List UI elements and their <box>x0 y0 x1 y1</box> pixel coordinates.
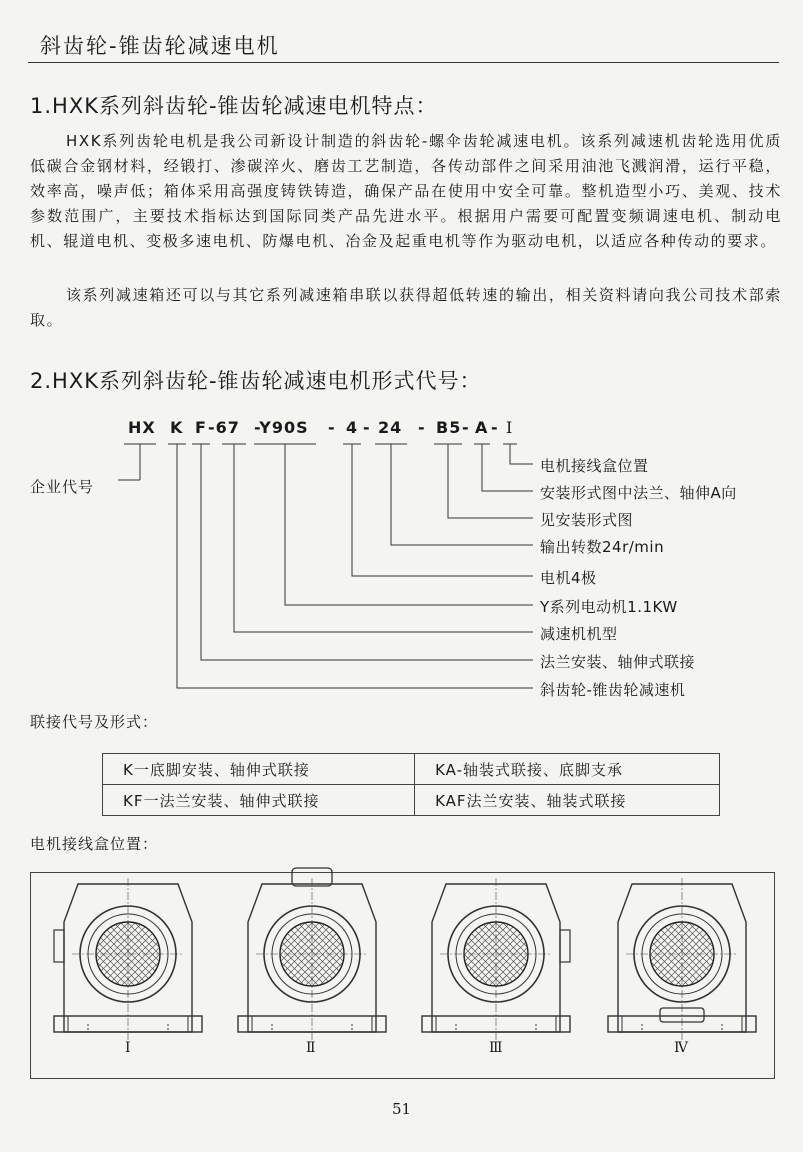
table-cell: KF一法兰安装、轴伸式联接 <box>103 785 415 816</box>
code-part: - <box>491 418 499 437</box>
section1-title: 1.HXK系列斜齿轮-锥齿轮减速电机特点： <box>30 94 438 118</box>
code-part: HX <box>128 418 156 437</box>
terminal-box-title: 电机接线盒位置： <box>30 835 159 853</box>
code-description: 减速机机型 <box>540 625 618 643</box>
enterprise-code-label: 企业代号 <box>30 478 95 496</box>
code-part: -67 <box>208 418 240 437</box>
position-label: Ⅳ <box>674 1040 688 1056</box>
code-description: 输出转数24r/min <box>540 538 665 556</box>
code-part: B5 <box>436 418 462 437</box>
code-part: - <box>363 418 371 437</box>
table-cell: KAF法兰安装、轴装式联接 <box>415 785 720 816</box>
position-label: Ⅱ <box>306 1040 316 1056</box>
position-label: Ⅰ <box>125 1040 131 1056</box>
code-part: A <box>475 418 489 437</box>
code-part: K <box>170 418 184 437</box>
position-1-drawing <box>54 878 202 1040</box>
section1-paragraph-1: HXK系列齿轮电机是我公司新设计制造的斜齿轮-螺伞齿轮减速电机。该系列减速机齿轮选用优质低碳合金钢材料，经锻打、渗碳淬火、磨齿工艺制造，各传动部件之间采用油池飞溅润滑，运行平稳，效率高，噪声低；箱体采用高强度铸铁铸造，确保产品在使用中安全可靠。整机造型小巧、美观、技术参数范围广，主要技术指标达到国际同类产品先进水平。根据用户需要可配置变频调速电机、制动电机、辊道电机、变极多速电机、防爆电机、冶金及起重电机等作为驱动电机，以适应各种传动的要求。 <box>30 132 782 250</box>
code-part: -Y90S <box>254 418 309 437</box>
code-description: 电机4极 <box>540 569 597 587</box>
code-description: 见安装形式图 <box>540 511 634 529</box>
section1-paragraph-2: 该系列减速箱还可以与其它系列减速箱串联以获得超低转速的输出，相关资料请向我公司技术部索取。 <box>30 286 782 329</box>
position-label: Ⅲ <box>489 1040 503 1056</box>
code-part: Ⅰ <box>506 418 514 437</box>
table-cell: K一底脚安装、轴伸式联接 <box>103 754 415 785</box>
position-4-drawing <box>608 878 756 1040</box>
code-description: 电机接线盒位置 <box>540 457 649 475</box>
table-cell: KA-轴装式联接、底脚支承 <box>415 754 720 785</box>
page-number: 51 <box>392 1100 412 1118</box>
code-description: 斜齿轮-锥齿轮减速机 <box>540 681 686 699</box>
code-description: 安装形式图中法兰、轴伸A向 <box>540 484 737 502</box>
code-description: Y系列电动机1.1KW <box>540 598 678 616</box>
code-description: 法兰安装、轴伸式联接 <box>540 653 696 671</box>
code-part: 4 <box>346 418 359 437</box>
code-part: - <box>462 418 470 437</box>
code-part: F <box>195 418 207 437</box>
position-3-drawing <box>422 878 570 1040</box>
page-header-title: 斜齿轮-锥齿轮减速电机 <box>40 34 280 58</box>
code-part: - <box>328 418 336 437</box>
code-part: - <box>418 418 426 437</box>
connection-title: 联接代号及形式： <box>30 713 159 731</box>
position-2-drawing <box>238 868 386 1040</box>
section2-title: 2.HXK系列斜齿轮-锥齿轮减速电机形式代号： <box>30 369 482 393</box>
code-part: 24 <box>378 418 403 437</box>
